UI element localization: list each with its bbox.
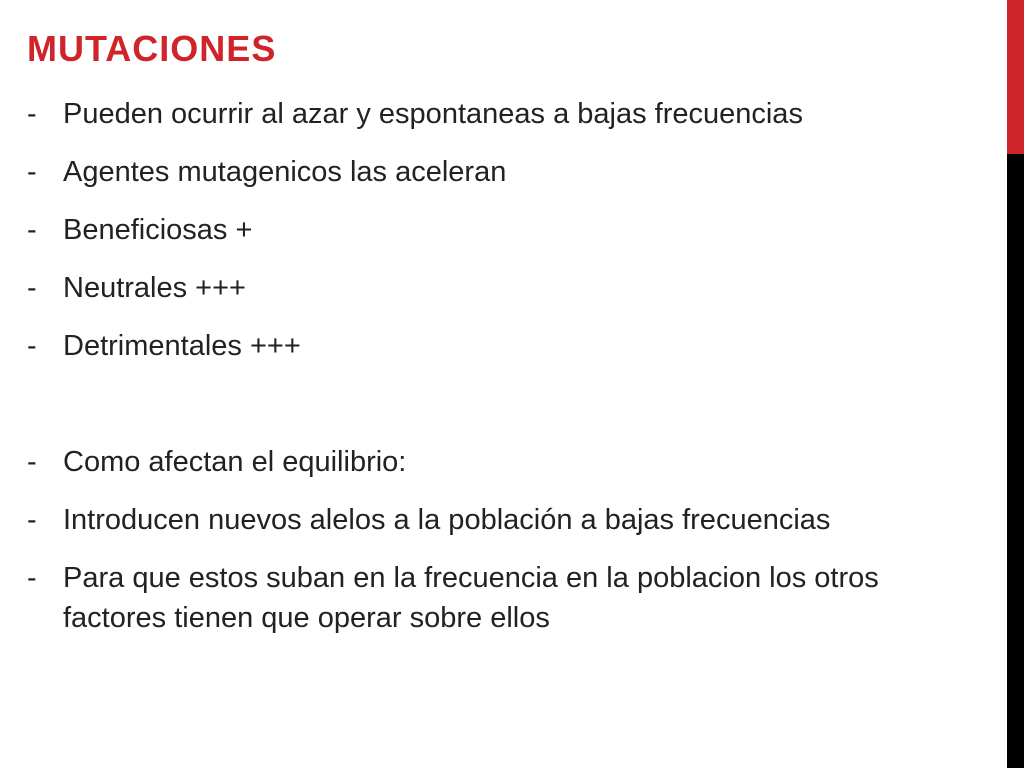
bullet-text: Como afectan el equilibrio: [63,446,407,478]
dash-marker: - [27,562,37,594]
list-item [27,210,987,250]
dash-marker: - [27,214,37,246]
list-item [27,558,987,638]
list-item [27,94,987,134]
bullet-text: Pueden ocurrir al azar y espontaneas a bajas frecuencias [63,98,803,130]
bullet-text: Neutrales +++ [63,272,246,304]
dash-marker: - [27,504,37,536]
list-item [27,500,987,540]
bullet-text: Agentes mutagenicos las aceleran [63,156,507,188]
slide-title: MUTACIONES [27,28,277,69]
list-item [27,268,987,308]
bullet-text: Beneficiosas + [63,214,253,246]
accent-bar-dark [1007,154,1024,768]
bullet-text: Para que estos suban en la frecuencia en la poblacion los otros factores tienen que operar sobre ellos [63,562,879,634]
list-item [27,326,987,366]
dash-marker: - [27,98,37,130]
accent-bar-red [1007,0,1024,154]
dash-marker: - [27,330,37,362]
list-item [27,152,987,192]
dash-marker: - [27,272,37,304]
dash-marker: - [27,156,37,188]
bullet-list [27,94,987,656]
dash-marker: - [27,446,37,478]
bullet-text: Detrimentales +++ [63,330,301,362]
bullet-text: Introducen nuevos alelos a la población a bajas frecuencias [63,504,831,536]
list-item [27,442,987,482]
